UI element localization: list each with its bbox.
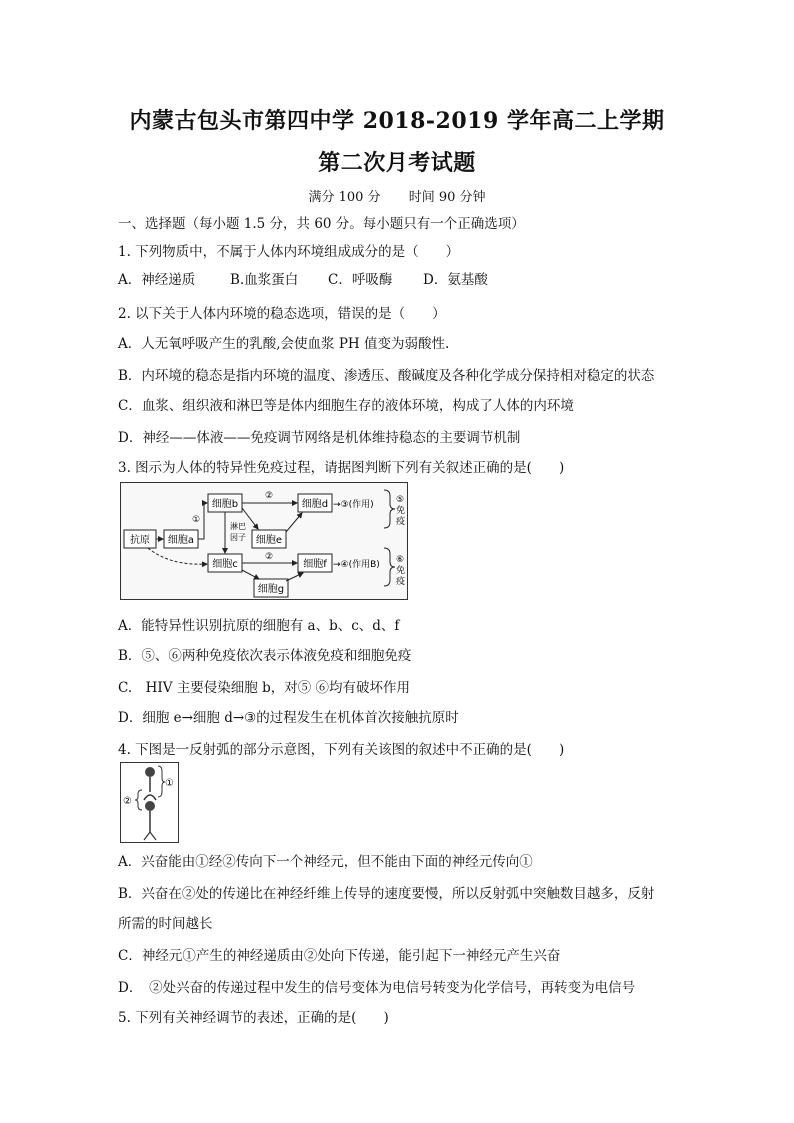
label-effect4: →④(作用B) (333, 560, 380, 570)
q1-option-d: D．氨基酸 (423, 272, 488, 288)
neuron-1-body (145, 767, 155, 777)
q2-option-b: B．内环境的稳态是指内环境的温度、渗透压、酸碱度及各种化学成分保持相对稳定的状态 (118, 368, 655, 384)
label-brace6-a: 免 (396, 566, 406, 576)
label-n2-top: ② (265, 491, 274, 501)
reflex-arc-diagram (120, 762, 180, 844)
question-5-stem: 5. 下列有关神经调节的表述，正确的是( ) (118, 1010, 389, 1026)
label-antigen: 抗原 (130, 535, 150, 546)
q1-option-a: A．神经递质 (118, 272, 196, 288)
q4-option-d: D． ②处兴奋的传递过程中发生的信号变体为电信号转变为化学信号，再转变为电信号 (118, 980, 636, 996)
reflex-label-1: ① (165, 778, 174, 789)
question-1-stem: 1. 下列物质中，不属于人体内环境组成成分的是（ ） (118, 244, 460, 260)
label-lymph-1: 淋巴 (230, 522, 246, 531)
label-cell-b: 细胞b (211, 499, 239, 510)
label-cell-a: 细胞a (167, 535, 195, 546)
question-4-stem: 4. 下图是一反射弧的部分示意图，下列有关该图的叙述中不正确的是( ) (118, 742, 565, 758)
label-cell-e: 细胞e (255, 535, 283, 546)
time-text: 时间 90 分钟 (408, 190, 486, 205)
label-brace6-num: ⑥ (396, 555, 405, 565)
label-cell-c: 细胞c (212, 559, 238, 570)
label-brace6-b: 疫 (396, 577, 406, 587)
neuron-2-body (145, 801, 155, 811)
label-cell-f: 细胞f (303, 559, 327, 570)
score-text: 满分 100 分 (308, 190, 381, 205)
question-3-stem: 3. 图示为人体的特异性免疫过程，请据图判断下列有关叙述正确的是( ) (118, 460, 565, 476)
q3-option-c: C. HIV 主要侵染细胞 b，对⑤ ⑥均有破坏作用 (118, 680, 411, 696)
q4-option-c: C．神经元①产生的神经递质由②处向下传递，能引起下一神经元产生兴奋 (118, 948, 561, 964)
q1-option-c: C．呼吸酶 (328, 272, 393, 288)
label-brace5-a: 免 (396, 506, 406, 516)
exam-meta (0, 186, 794, 205)
q3-option-d: D．细胞 e→细胞 d→③的过程发生在机体首次接触抗原时 (118, 710, 459, 726)
q4-option-b-cont: 所需的时间越长 (118, 916, 213, 932)
q2-option-c: C．血浆、组织液和淋巴等是体内细胞生存的液体环境，构成了人体的内环境 (118, 398, 574, 414)
label-brace5-num: ⑤ (396, 495, 405, 505)
label-cell-d: 细胞d (301, 499, 329, 510)
q4-option-b: B．兴奋在②处的传递比在神经纤维上传导的速度要慢，所以反射弧中突触数目越多，反射 (118, 886, 655, 902)
q1-option-b: B.血浆蛋白 (230, 272, 299, 288)
section-heading: 一、选择题（每小题 1.5 分，共 60 分。每小题只有一个正确选项） (118, 216, 525, 232)
label-cell-g: 细胞g (257, 584, 285, 595)
q3-option-a: A．能特异性识别抗原的细胞有 a、b、c、d、f (118, 618, 400, 634)
q4-option-a: A．兴奋能由①经②传向下一个神经元，但不能由下面的神经元传向① (118, 854, 533, 870)
label-n1: ① (192, 515, 201, 525)
q2-option-d: D．神经——体液——免疫调节网络是机体维持稳态的主要调节机制 (118, 430, 521, 446)
label-lymph-2: 因子 (230, 533, 246, 542)
question-2-stem: 2. 以下关于人体内环境的稳态选项，错误的是（ ） (118, 306, 446, 322)
label-n2-bottom: ② (265, 552, 274, 562)
immune-process-diagram (120, 482, 410, 602)
q3-option-b: B．⑤、⑥两种免疫依次表示体液免疫和细胞免疫 (118, 648, 412, 664)
page-title: 内蒙古包头市第四中学 2018-2019 学年高二上学期 (129, 108, 665, 134)
label-effect3: →③(作用) (333, 500, 374, 510)
page-subtitle: 第二次月考试题 (318, 150, 476, 176)
reflex-label-2: ② (123, 796, 132, 807)
question-1-options (118, 268, 488, 288)
q2-option-a: A．人无氧呼吸产生的乳酸,会使血浆 PH 值变为弱酸性. (118, 336, 450, 352)
label-brace5-b: 疫 (396, 517, 406, 527)
